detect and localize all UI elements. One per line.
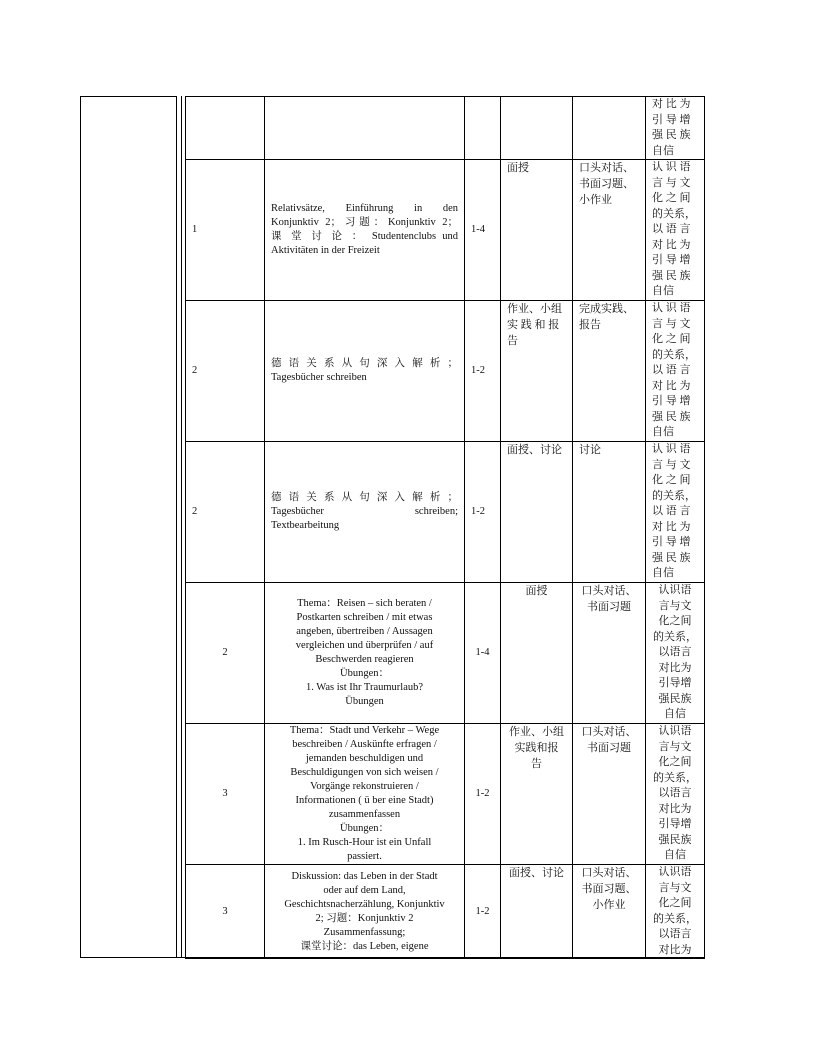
text-line: 口头对话、 xyxy=(581,867,637,879)
text-line: 德 语 关 系 从 句 深 入 解 析 ； xyxy=(271,492,458,503)
text-line: 书面习题、 xyxy=(579,178,634,190)
text-line: 自信 xyxy=(664,849,686,861)
hours-value: 1-2 xyxy=(475,905,490,917)
text-line: 对比为 xyxy=(658,802,692,815)
text-line: 强 民 族 xyxy=(652,551,691,564)
text-line: 德 语 关 系 从 句 深 入 解 析 ； xyxy=(271,358,458,369)
text-line: Übungen： xyxy=(340,668,389,679)
content-cell xyxy=(265,865,465,959)
text-line: 书面习题 xyxy=(587,742,631,754)
text-line: 作业、小组 xyxy=(507,303,562,315)
text-line: Vorgänge rekonstruieren / xyxy=(310,781,419,792)
text-line: 课 堂 讨 论 ： Studentenclubs und xyxy=(271,231,458,242)
lesson-number: 2 xyxy=(192,506,198,517)
text-line: 以语言 xyxy=(658,928,692,940)
text-line: 化 之 间 xyxy=(652,333,691,345)
text-line: Tagesbücher schreiben xyxy=(271,372,367,383)
education-goal-cell xyxy=(646,583,705,724)
education-goal-cell xyxy=(646,97,705,160)
table-row xyxy=(186,301,705,442)
text-line: 强 民 族 xyxy=(652,269,691,282)
text-line: 对 比 为 xyxy=(652,98,691,110)
text-line: 言与文 xyxy=(658,599,692,612)
teaching-method-cell xyxy=(501,301,573,442)
text-line: 言 与 文 xyxy=(652,458,691,471)
text-line: 引 导 增 xyxy=(652,254,691,266)
text-line: 告 xyxy=(507,335,518,347)
text-line: 作业、小组 xyxy=(509,726,564,738)
text-line: 言 与 文 xyxy=(652,317,691,330)
text-line: 书面习题 xyxy=(587,601,631,613)
text-line: 面授、讨论 xyxy=(509,867,564,879)
text-line: 引 导 增 xyxy=(652,395,691,407)
text-line: 以 语 言 xyxy=(652,223,691,235)
teaching-method-cell xyxy=(501,583,573,724)
text-line: Postkarten schreiben / mit etwas xyxy=(296,612,433,623)
table-row xyxy=(186,442,705,583)
hours-cell xyxy=(465,97,501,160)
text-line: 对 比 为 xyxy=(652,379,691,392)
outer-divider-1 xyxy=(176,96,177,958)
text-line: 实践和报 xyxy=(514,742,559,754)
outer-top-border xyxy=(80,96,176,97)
lesson-cell xyxy=(186,724,265,865)
text-line: 自信 xyxy=(652,426,674,438)
education-goal-cell xyxy=(646,160,705,301)
text-line: 自信 xyxy=(664,708,686,720)
text-line: 化 之 间 xyxy=(652,474,691,486)
content-cell xyxy=(265,301,465,442)
text-line: 认识语 xyxy=(658,866,692,878)
text-line: Aktivitäten in der Freizeit xyxy=(271,245,380,256)
text-line: 面授 xyxy=(507,162,529,174)
text-line: 的关系， xyxy=(653,912,697,925)
text-line: Diskussion: das Leben in der Stadt xyxy=(291,870,438,882)
text-line: Textbearbeitung xyxy=(271,520,340,531)
lesson-cell xyxy=(186,160,265,301)
text-line: 自信 xyxy=(652,285,674,297)
text-line: Beschuldigungen von sich weisen / xyxy=(290,767,439,778)
text-line: 的关系， xyxy=(653,771,697,784)
text-line: 的关系， xyxy=(653,630,697,643)
assessment-cell xyxy=(573,301,646,442)
text-line: 的关系， xyxy=(652,489,696,502)
lesson-cell xyxy=(186,583,265,724)
hours-cell xyxy=(465,160,501,301)
hours-cell xyxy=(465,301,501,442)
text-line: 小作业 xyxy=(592,899,626,911)
education-goal-cell xyxy=(646,865,705,959)
text-line: 的关系， xyxy=(652,207,696,220)
text-line: 以语言 xyxy=(658,646,692,658)
text-line: 自信 xyxy=(652,144,674,157)
lesson-cell xyxy=(186,442,265,583)
education-goal-cell xyxy=(646,724,705,865)
text-line: 化之间 xyxy=(658,897,692,909)
lesson-number: 1 xyxy=(192,224,198,235)
content-cell xyxy=(265,97,465,160)
teaching-method-cell xyxy=(501,160,573,301)
text-line: 引 导 增 xyxy=(652,113,691,126)
text-line: 言 与 文 xyxy=(652,176,691,189)
text-line: angeben, übertreiben / Aussagen xyxy=(296,626,433,637)
text-line: 化 之 间 xyxy=(652,192,691,204)
content-cell xyxy=(265,583,465,724)
hours-cell xyxy=(465,583,501,724)
text-line: 讨论 xyxy=(579,444,601,456)
text-line: 以语言 xyxy=(658,787,692,799)
teaching-method-cell xyxy=(501,865,573,959)
text-line: beschreiben / Auskünfte erfragen / xyxy=(292,739,437,750)
text-line: 强民族 xyxy=(658,692,692,705)
text-line: 口头对话、 xyxy=(579,162,634,174)
text-line: 口头对话、 xyxy=(581,585,637,597)
text-line: 以 语 言 xyxy=(652,505,691,517)
text-line: 认识语 xyxy=(658,584,692,596)
text-line: 对比为 xyxy=(658,661,692,674)
lesson-number: 3 xyxy=(222,905,228,917)
lesson-cell xyxy=(186,865,265,959)
text-line: 引 导 增 xyxy=(652,536,691,548)
education-goal-cell xyxy=(646,301,705,442)
text-line: Informationen ( ü ber eine Stadt) xyxy=(295,795,434,806)
table-row xyxy=(186,97,705,160)
teaching-method-cell xyxy=(501,442,573,583)
text-line: 以 语 言 xyxy=(652,364,691,376)
text-line: 强 民 族 xyxy=(652,410,691,423)
text-line: 面授 xyxy=(525,585,548,597)
hours-value: 1-4 xyxy=(475,647,490,658)
text-line: 的关系， xyxy=(652,348,696,361)
text-line: 引导增 xyxy=(658,818,692,830)
text-line: jemanden beschuldigen und xyxy=(305,753,424,764)
lesson-number: 2 xyxy=(222,647,228,658)
lesson-number: 3 xyxy=(222,788,228,799)
outer-left-border xyxy=(80,96,81,958)
hours-value: 1-4 xyxy=(471,224,485,235)
lesson-cell xyxy=(186,97,265,160)
text-line: Geschichtsnacherzählung, Konjunktiv xyxy=(284,898,445,910)
table-row xyxy=(186,724,705,865)
table-row xyxy=(186,865,705,959)
text-line: 实 践 和 报 xyxy=(507,319,560,331)
text-line: 对 比 为 xyxy=(652,238,691,251)
text-line: 对比为 xyxy=(658,943,692,956)
assessment-cell xyxy=(573,583,646,724)
text-line: 书面习题、 xyxy=(581,883,637,895)
assessment-cell xyxy=(573,160,646,301)
text-line: 言与文 xyxy=(658,740,692,753)
text-line: 言与文 xyxy=(658,881,692,894)
teaching-method-cell xyxy=(501,724,573,865)
text-line: Relativsätze, Einführung in den xyxy=(271,203,458,214)
text-line: 完成实践、 xyxy=(579,303,634,315)
text-line: Übungen xyxy=(345,696,384,707)
hours-value: 1-2 xyxy=(471,506,485,517)
text-line: 强民族 xyxy=(658,833,692,846)
text-line: 强 民 族 xyxy=(652,129,691,141)
assessment-cell xyxy=(573,97,646,160)
content-cell xyxy=(265,724,465,865)
text-line: Konjunktiv 2；习题：Konjunktiv 2； xyxy=(271,217,458,228)
text-line: 告 xyxy=(531,758,542,770)
text-line: vergleichen und überprüfen / auf xyxy=(295,640,434,651)
content-cell xyxy=(265,160,465,301)
text-line: 认 识 语 xyxy=(652,443,691,455)
lesson-number: 2 xyxy=(192,365,198,376)
text-line: Beschwerden reagieren xyxy=(315,654,414,665)
text-line: 对 比 为 xyxy=(652,520,691,533)
content-cell xyxy=(265,442,465,583)
table-row xyxy=(186,583,705,724)
text-line: 化之间 xyxy=(658,756,692,768)
text-line: 课堂讨论：das Leben, eigene xyxy=(300,940,429,952)
outer-divider-2 xyxy=(181,96,182,958)
text-line: Übungen： xyxy=(340,823,389,834)
text-line: 口头对话、 xyxy=(581,726,637,738)
table-row xyxy=(186,160,705,301)
text-line: Thema：Stadt und Verkehr – Wege xyxy=(289,725,440,736)
text-line: 面授、讨论 xyxy=(507,444,562,456)
text-line: 报告 xyxy=(579,319,601,331)
text-line: Thema：Reisen – sich beraten / xyxy=(297,598,432,609)
text-line: 认 识 语 xyxy=(652,161,691,173)
assessment-cell xyxy=(573,442,646,583)
assessment-cell xyxy=(573,724,646,865)
hours-cell xyxy=(465,442,501,583)
assessment-cell xyxy=(573,865,646,959)
text-line: 自信 xyxy=(652,567,674,579)
hours-cell xyxy=(465,724,501,865)
text-line: 化之间 xyxy=(658,615,692,627)
text-line: 引导增 xyxy=(658,677,692,689)
text-line: 认 识 语 xyxy=(652,302,691,314)
syllabus-table xyxy=(185,96,705,959)
teaching-method-cell xyxy=(501,97,573,160)
text-line: Zusammenfassung; xyxy=(323,926,406,938)
text-line: 小作业 xyxy=(579,194,612,206)
hours-value: 1-2 xyxy=(471,365,485,376)
education-goal-cell xyxy=(646,442,705,583)
hours-value: 1-2 xyxy=(475,788,490,799)
text-line: oder auf dem Land, xyxy=(323,884,406,896)
hours-cell xyxy=(465,865,501,959)
text-line: zusammenfassen xyxy=(328,809,401,820)
text-line: passiert. xyxy=(347,851,382,862)
text-line: 1. Was ist Ihr Traumurlaub? xyxy=(305,682,424,693)
text-line: Tagesbücher schreiben; xyxy=(271,506,458,517)
text-line: 认识语 xyxy=(658,725,692,737)
lesson-cell xyxy=(186,301,265,442)
text-line: 1. Im Rusch-Hour ist ein Unfall xyxy=(297,837,432,848)
text-line: 2; 习题：Konjunktiv 2 xyxy=(315,912,414,924)
